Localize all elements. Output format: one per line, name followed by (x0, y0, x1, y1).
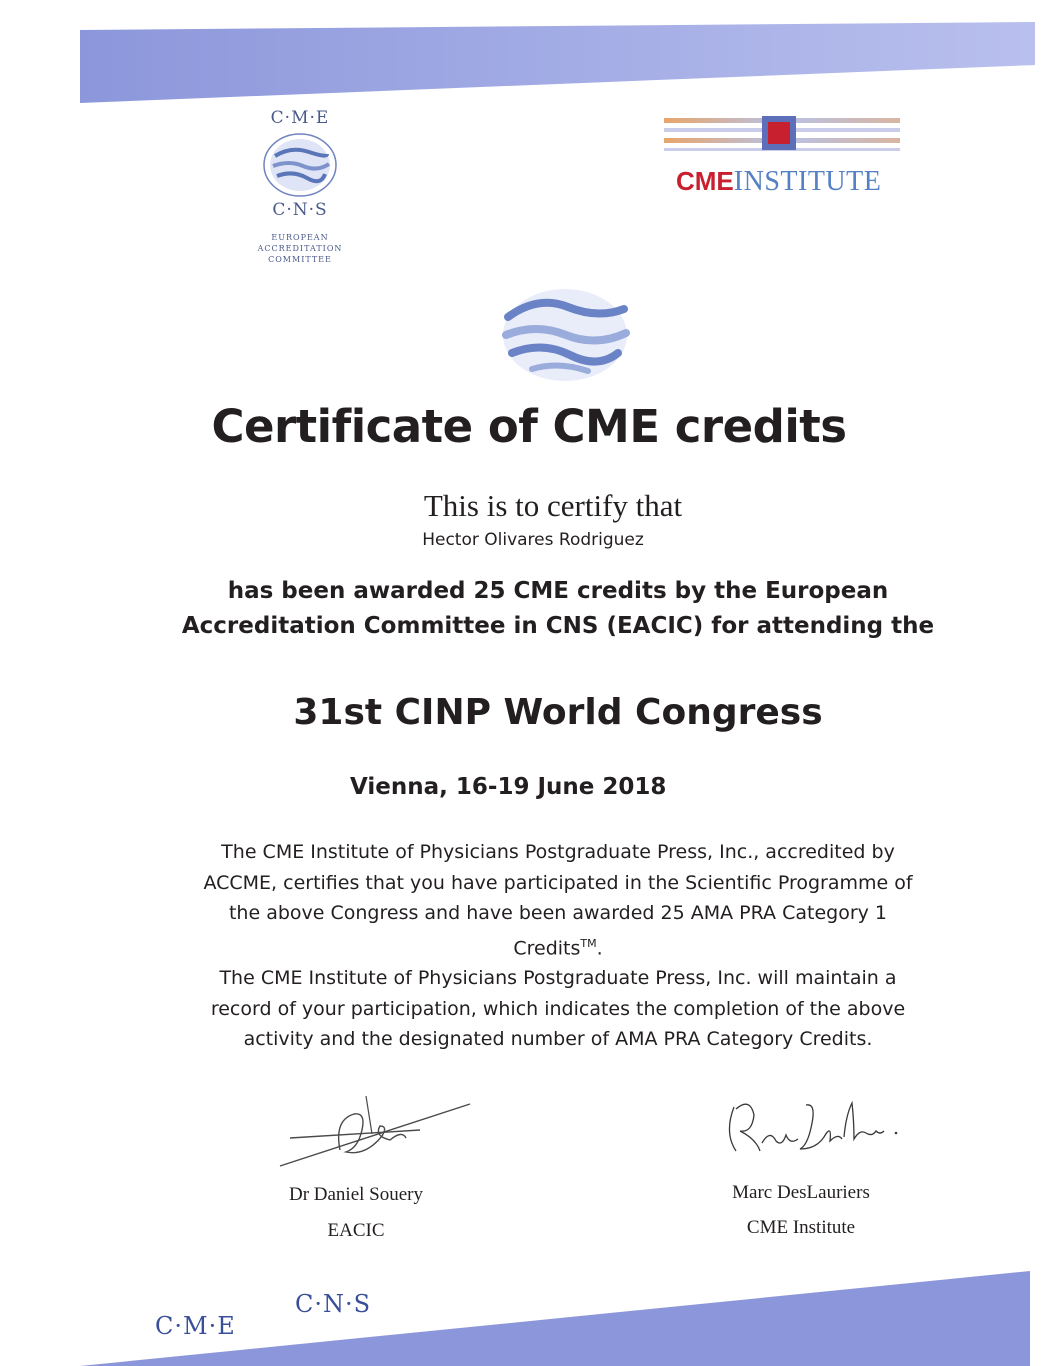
eacc-caption-line: COMMITTEE (268, 255, 332, 264)
footer-cns-mark: C·N·S (295, 1290, 372, 1318)
certify-statement: This is to certify that (423, 488, 683, 523)
eacc-logo-bottom-text: C·N·S (272, 200, 328, 220)
body-line: The CME Institute of Physicians Postgraduate Press, Inc., accredited by (221, 841, 895, 863)
center-globe-emblem-icon (498, 285, 632, 385)
accreditation-statement (140, 837, 976, 1055)
eacc-logo-top-text: C·M·E (270, 108, 330, 128)
signer-left-name: Dr Daniel Souery (288, 1184, 424, 1205)
eacc-logo-caption (225, 232, 375, 265)
body-line: activity and the designated number of AMA PRA Category Credits. (243, 1028, 873, 1051)
credits-word: Credits (513, 936, 581, 959)
signature-left (270, 1090, 480, 1174)
certificate-title: Certificate of CME credits (211, 400, 847, 453)
event-name: 31st CINP World Congress (293, 692, 823, 733)
award-line: has been awarded 25 CME credits by the European (227, 578, 889, 604)
award-line: Accreditation Committee in CNS (EACIC) for attending the (181, 613, 935, 639)
body-line: The CME Institute of Physicians Postgraduate Press, Inc. will maintain a (219, 967, 897, 990)
body-line: record of your participation, which indicates the completion of the above (210, 997, 906, 1020)
trademark-mark: TM (580, 936, 597, 950)
cme-institute-logo (662, 110, 902, 200)
top-band-decoration (0, 0, 1058, 110)
body-line: the above Congress and have been awarded 25 AMA PRA Category 1 (228, 902, 888, 924)
footer-cme-mark: C·M·E (155, 1312, 236, 1340)
body-line-credits (140, 929, 976, 964)
award-statement (0, 574, 1058, 644)
event-date-location: Vienna, 16-19 June 2018 (350, 774, 667, 800)
cme-institute-emblem-icon (662, 110, 902, 160)
eacc-logo (225, 106, 375, 286)
eacc-caption-line: EUROPEAN (271, 233, 329, 242)
cme-institute-suffix: INSTITUTE (733, 166, 882, 197)
cme-institute-prefix: CME (676, 166, 734, 196)
recipient-name: Hector Olivares Rodriguez (422, 530, 644, 550)
credits-period: . (596, 936, 603, 959)
bottom-band-decoration (0, 1255, 1058, 1366)
signer-right-name: Marc DesLauriers (732, 1182, 870, 1203)
signer-left-org: EACIC (327, 1220, 385, 1241)
eacc-caption-line: ACCREDITATION (257, 244, 343, 253)
cme-institute-wordmark (676, 166, 881, 198)
globe-icon (261, 132, 339, 198)
body-line: ACCME, certifies that you have participated in the Scientific Programme of (203, 871, 913, 894)
signature-right (720, 1093, 910, 1163)
signer-right-org: CME Institute (746, 1217, 856, 1238)
